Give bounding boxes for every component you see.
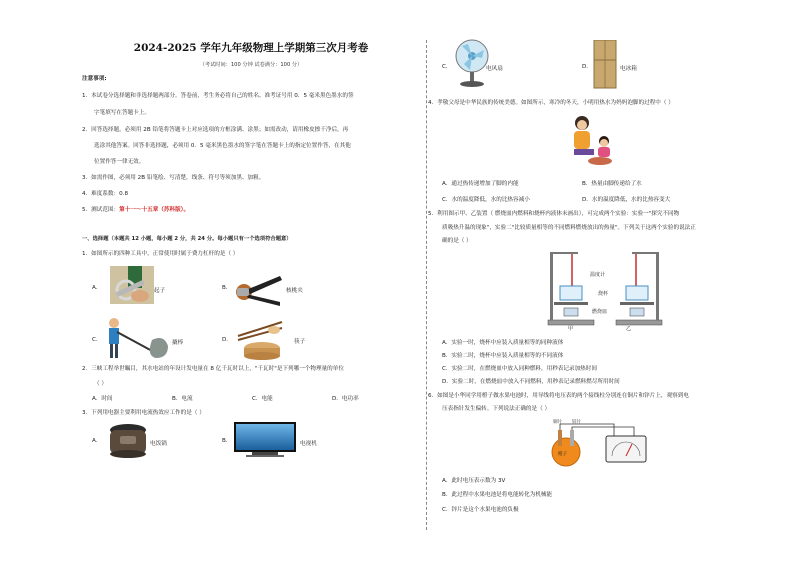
fig-zinc-label: 锌片 xyxy=(572,420,582,425)
q4-option-d[interactable]: D．水的温度降低，水的比热容变大 xyxy=(582,197,671,203)
note-1a: 1．本试卷分选择题和非选择题两部分。答卷前，考生务必将自己的姓名、准考证号用 0．5 毫米黑色墨水的签 xyxy=(82,93,354,99)
q1-option-a[interactable]: A． xyxy=(92,285,102,291)
q2-option-c[interactable]: C．电能 xyxy=(252,396,273,402)
section-1-heading: 一、选择题（本题共 12 小题，每小题 2 分，共 24 分。每小题只有一个选项符合题意） xyxy=(82,236,292,242)
q5-stem-2: 质吸热升温的现象"，实验二"比较质量相等的不同燃料燃烧放出的热量"。下列关于这两个实验的说法正 xyxy=(442,225,696,231)
q5-option-d[interactable]: D．实验二时，在燃烧皿中放入不同燃料，用秒表记录燃料燃尽所用时间 xyxy=(442,379,620,385)
q1-d-label: 筷子 xyxy=(294,339,306,345)
q5-stem-1: 5．利用图示甲、乙装置（ 燃烧皿内燃料和烧杯内液体未画出），可完成两个实验：实验一"探究不同物 xyxy=(428,211,680,217)
q6-option-b[interactable]: B．此过程中水果电池是将电能转化为机械能 xyxy=(442,492,553,498)
q3-option-a[interactable]: A． xyxy=(92,438,102,444)
q6-stem-2: 压表指针发生偏转。下列说法正确的是（ ） xyxy=(442,406,551,412)
q6-option-c[interactable]: C．锌片是这个水果电池的负极 xyxy=(442,507,519,513)
q1-c-label: 撬棒 xyxy=(172,340,184,346)
q4-stem: 4．孝敬父母是中华民族的传统美德。如图所示，寒冷的冬天，小明用热水为妈妈泡脚的过程中（ ） xyxy=(428,100,674,106)
foot-bath-image xyxy=(570,113,620,167)
note-5 xyxy=(82,207,189,214)
rice-cooker-image xyxy=(106,420,150,460)
bottle-opener-image xyxy=(110,266,154,304)
q1-stem: 1．如图所示的四种工具中，正常使用时属于费力杠杆的是（ ） xyxy=(82,251,239,257)
fig-burner-label: 燃烧皿 xyxy=(592,309,608,315)
heating-apparatus-figure xyxy=(544,246,664,330)
q5-option-c[interactable]: C．实验二时，在燃烧皿中放入同种燃料，用秒表记录加热时间 xyxy=(442,366,597,372)
q4-option-c[interactable]: C．水的温度降低，水的比热容减小 xyxy=(442,197,530,203)
q3-option-b[interactable]: B． xyxy=(222,438,232,444)
test-range: 第十一～十五章（苏科版）。 xyxy=(119,207,190,213)
q3-a-label: 电饭锅 xyxy=(150,441,167,447)
note-4: 4．难度系数：0.8 xyxy=(82,191,129,197)
q5-stem-3: 确的是（ ） xyxy=(442,238,472,244)
q6-stem-1: 6．如图是小华同学用橙子做水果电池时，用导线将电压表的两个接线柱分别连在铜片和锌片上，观察到电 xyxy=(428,393,689,399)
q3-c-label: 电风扇 xyxy=(486,66,503,72)
q2-stem-1: 2．三峡工程举世瞩目，其水电站的年设计发电量在 8 亿千瓦时以上，"千瓦时"是下列哪一个物理量的单位 xyxy=(82,366,344,372)
television-image xyxy=(232,420,298,460)
q4-option-a[interactable]: A．通过热传递增加了脚的内能 xyxy=(442,181,519,187)
note-1b: 字笔填写在答题卡上。 xyxy=(94,110,150,116)
page-title: 2024-2025 学年九年级物理上学期第三次月考卷 xyxy=(133,42,369,54)
nutcracker-image xyxy=(232,270,284,310)
q3-option-d[interactable]: D． xyxy=(582,64,592,70)
note-2a: 2．回答选择题，必须用 2B 铅笔将答题卡上对应选项的方框涂满、涂黑；如需改动，请用橡皮擦干净后，再 xyxy=(82,127,349,133)
note-3: 3．如需作图，必须用 2B 铅笔绘、写清楚，线条、符号等须加黑、加粗。 xyxy=(82,175,265,181)
q6-option-a[interactable]: A．此时电压表示数为 3V xyxy=(442,478,506,484)
q4-option-b[interactable]: B．热量由脚传递给了水 xyxy=(582,181,642,187)
q1-a-label: 起子 xyxy=(154,288,166,294)
fruit-battery-figure xyxy=(544,418,654,470)
q1-option-b[interactable]: B． xyxy=(222,285,232,291)
note-5-prefix: 5．测试范围： xyxy=(82,207,120,213)
chopsticks-image xyxy=(232,318,292,360)
q5-option-a[interactable]: A．实验一时，烧杯中应装入质量相等的同种液体 xyxy=(442,340,564,346)
crowbar-image xyxy=(104,316,170,360)
q3-d-label: 电冰箱 xyxy=(620,66,637,72)
note-2b: 选涂其他答案。回答非选择题，必须用 0．5 毫米黑色墨水的签字笔在答题卡上的指定位置作答，在其他 xyxy=(94,143,351,149)
q2-option-a[interactable]: A．时间 xyxy=(92,396,113,402)
fig-thermometer-label: 温度计 xyxy=(590,272,606,278)
q1-b-label: 核桃夹 xyxy=(286,288,303,294)
fig-orange-label: 橙子 xyxy=(558,452,568,457)
refrigerator-image xyxy=(592,40,618,90)
q5-option-b[interactable]: B．实验二时，烧杯中应装入质量相等的不同液体 xyxy=(442,353,564,359)
q2-stem-2: （ ） xyxy=(94,381,107,387)
fig-beaker-label: 烧杯 xyxy=(598,291,609,297)
q3-option-c[interactable]: C． xyxy=(442,64,452,70)
q1-option-c[interactable]: C． xyxy=(92,337,102,343)
fig-copper-label: 铜片 xyxy=(553,420,563,425)
exam-info: （考试时间：100 分钟 试卷满分：100 分） xyxy=(199,62,303,68)
fig-yi-label: 乙 xyxy=(626,326,632,332)
notes-heading: 注意事项: xyxy=(82,76,107,82)
column-divider xyxy=(426,40,427,530)
note-2c: 位置作答一律无效。 xyxy=(94,159,145,165)
q1-option-d[interactable]: D． xyxy=(222,337,232,343)
q2-option-d[interactable]: D．电功率 xyxy=(332,396,359,402)
q2-option-b[interactable]: B．电流 xyxy=(172,396,193,402)
fig-jia-label: 甲 xyxy=(568,326,574,332)
q3-b-label: 电视机 xyxy=(300,441,317,447)
q3-stem: 3．下列用电器主要利用电流热效应工作的是（ ） xyxy=(82,410,205,416)
